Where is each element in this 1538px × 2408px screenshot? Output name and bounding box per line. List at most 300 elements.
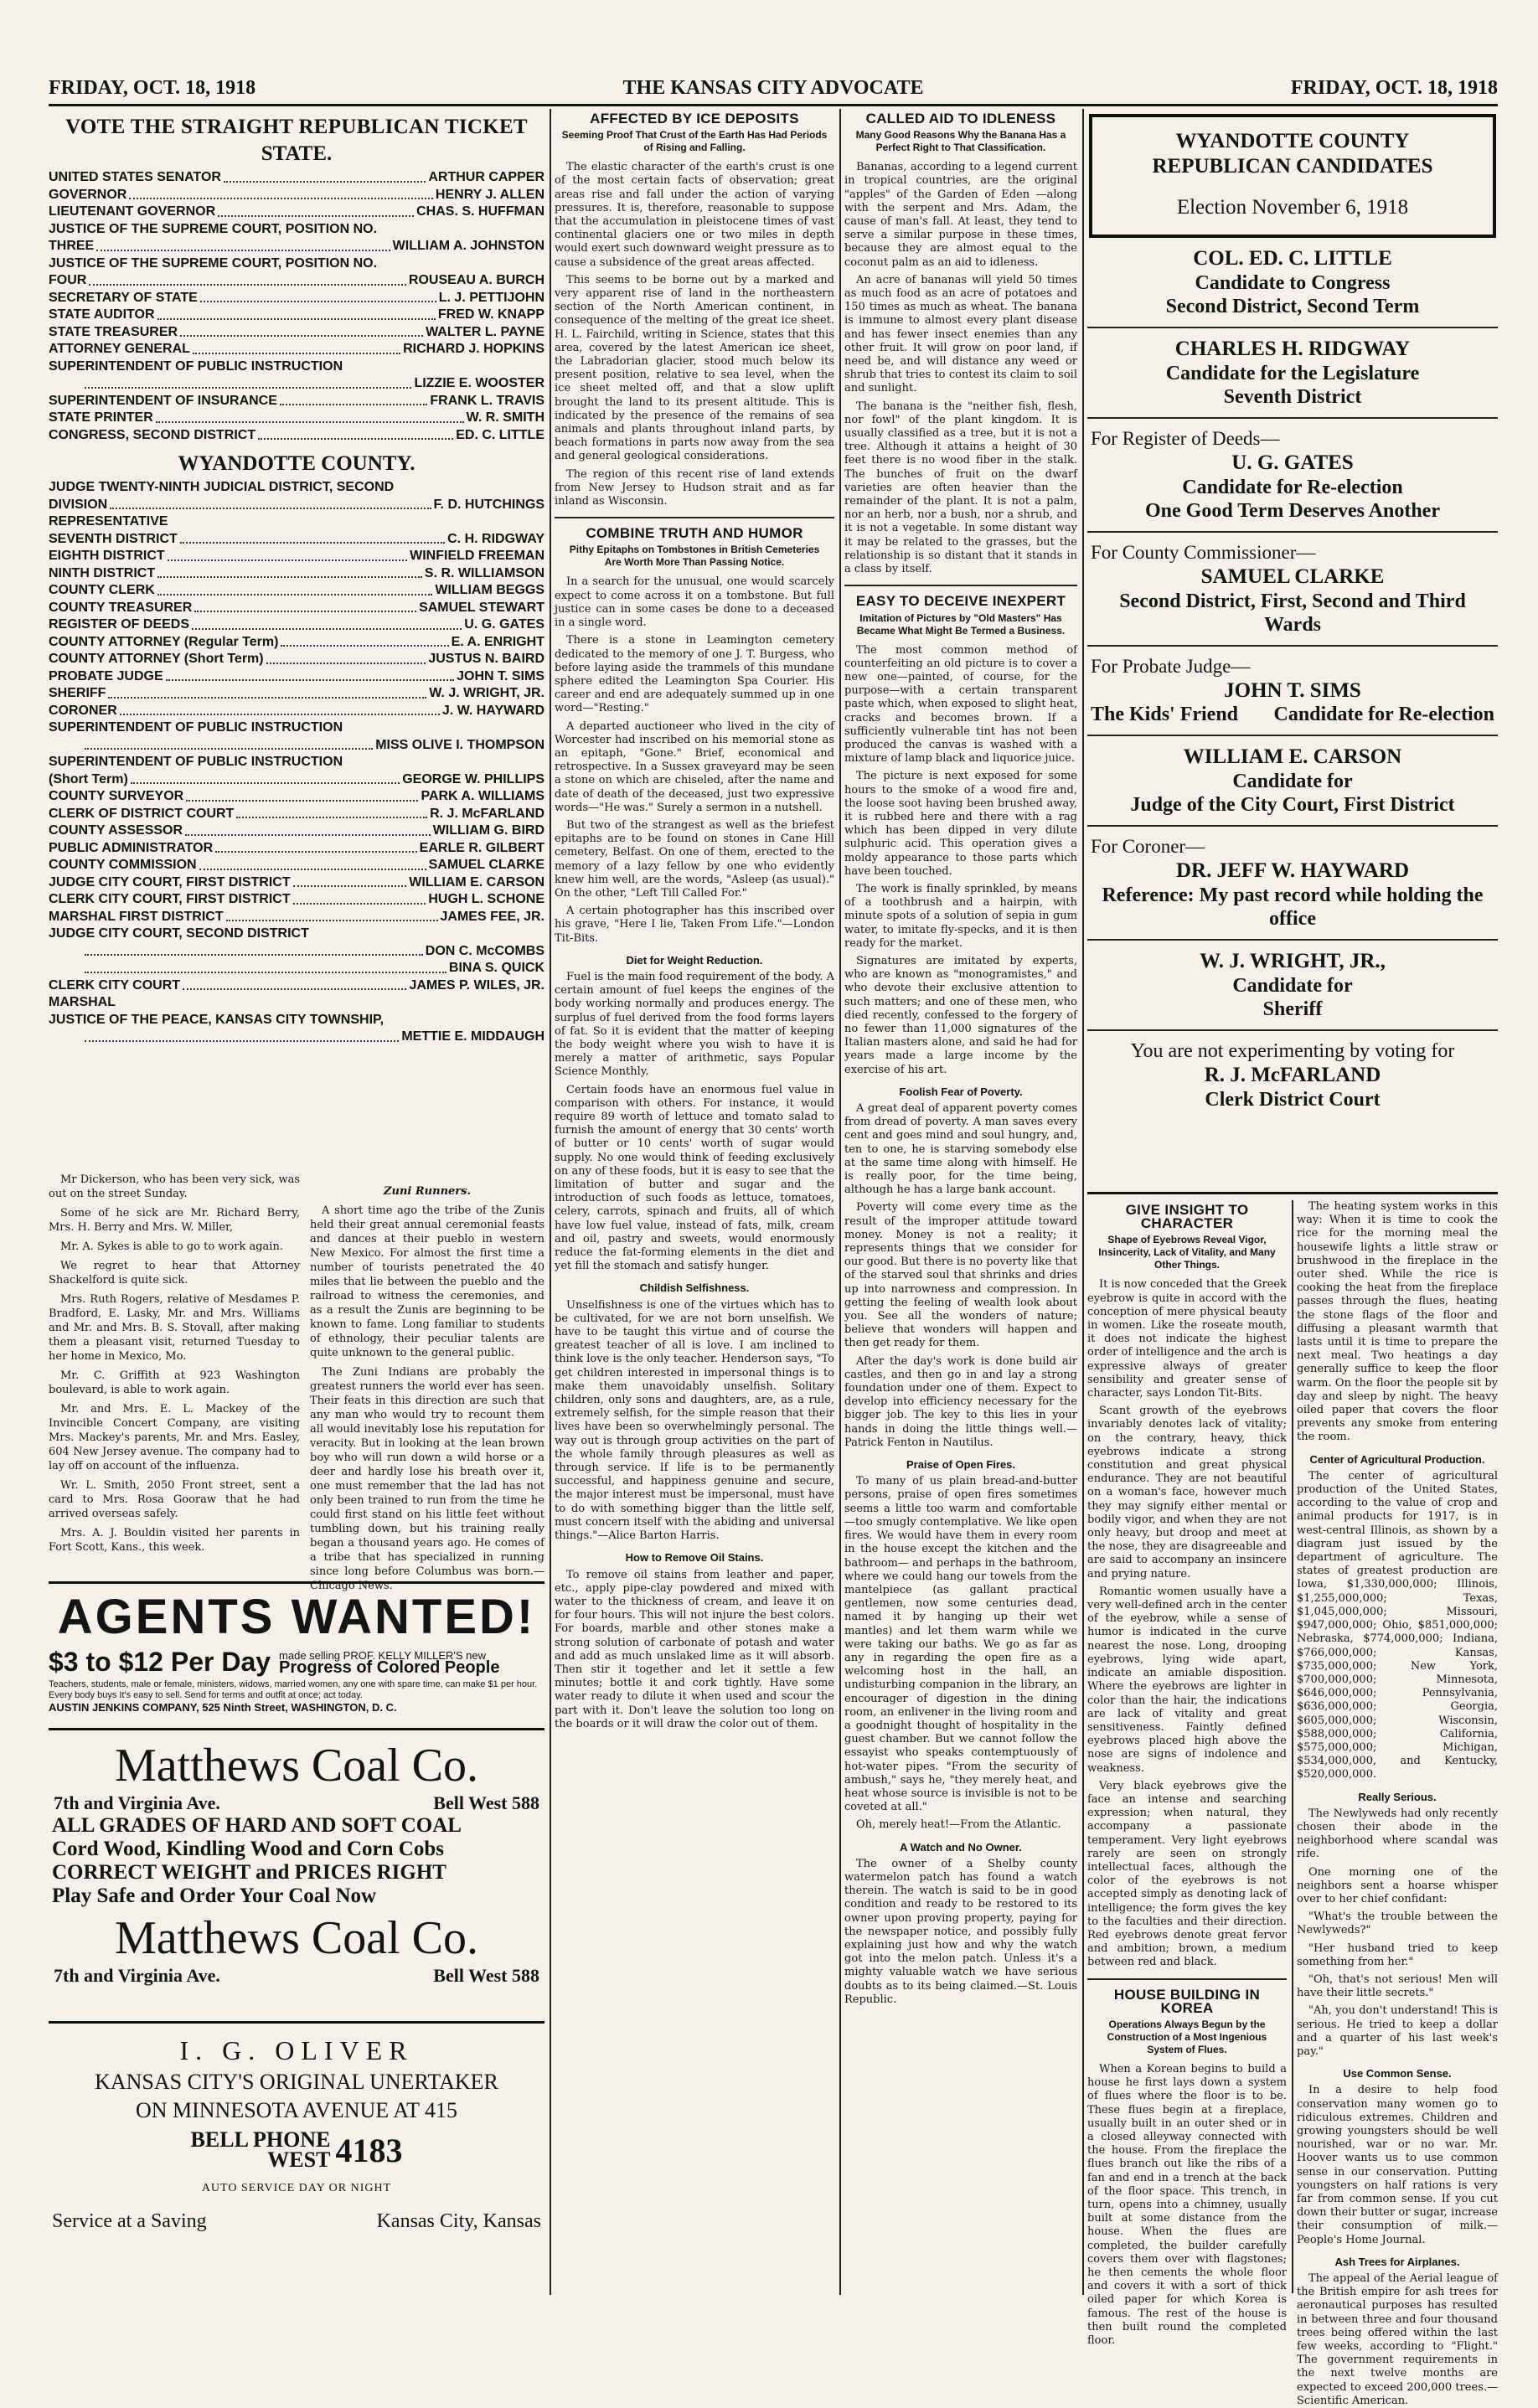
paragraph: The Newlyweds had only recently chosen their abode in the neighborhood where scandal was rife.: [1297, 1807, 1498, 1861]
article-agri: [1297, 1453, 1498, 1782]
article-title: COMBINE TRUTH AND HUMOR: [586, 525, 803, 542]
phone-number: 4183: [335, 2131, 403, 2169]
candidate-name: BINA S. QUICK: [448, 961, 544, 975]
candidate-name: F. D. HUTCHINGS: [433, 497, 544, 512]
candidate-line: Reference: My past record while holding the office: [1102, 884, 1484, 930]
leader-dots: [108, 685, 426, 699]
column-5: [1087, 1200, 1287, 2348]
paragraph: When a Korean begins to build a house he first lays down a system of flues where the floor is to be. These flues begin at a fireplace, usually built in an outer shed or in a closed alleyway connected with the house. From the fireplace the flues branch out like the ribs of a fan and end in a trench at the back of the floor space. This trench, in turn, opens into a chimney, usually built at some distance from the house. When the flues are completed, the builder carefully covers them over with flagstones; he then cements the whole floor and covers it with a sort of thick oiled paper for which Korea is famous. The rest of the house is then built round the completed floor.: [1087, 2062, 1287, 2348]
office-label: JUSTICE OF THE SUPREME COURT, POSITION NO.: [49, 221, 378, 236]
article-title: Ash Trees for Airplanes.: [1334, 2255, 1460, 2268]
candidate-name: W. R. SMITH: [466, 410, 544, 425]
ticket-row: [49, 513, 544, 531]
coal-company-name: Matthews Coal Co.: [115, 1740, 478, 1792]
office-label: [49, 375, 82, 393]
footer-left: Service at a Saving: [52, 2210, 207, 2232]
office-label: SHERIFF: [49, 686, 106, 700]
column-2: [555, 109, 834, 2295]
ticket-row: [49, 771, 544, 789]
candidate-mcfarland: [1087, 1031, 1498, 1120]
leader-dots: [180, 324, 423, 338]
office-label: GOVERNOR: [49, 187, 127, 202]
article-idle: [844, 112, 1077, 576]
candidate-name: WALTER L. PAYNE: [426, 324, 544, 339]
paragraph: A great deal of apparent poverty comes from dread of poverty. A man saves every cent and goes mind and soul hungry, and, ten to one, he is starving somebody else at the same time along with himself. He is really poor, for the time being, although he has a large bank account.: [844, 1102, 1077, 1197]
candidate-name: SAMUEL STEWART: [419, 600, 544, 615]
news-item: Mrs. A. J. Bouldin visited her parents in Fort Scott, Kans., this week.: [49, 1527, 300, 1554]
paragraph: Scant growth of the eyebrows invariably denotes lack of vitality; on the contrary, heavy, thick eyebrows indicate a strong constitution and great physical endurance. They are not beautiful on a woman's face, however much they may signify either mental or bodily vigor, and when they are not only heavy, but droop and meet at the nose, they are disagreeable and are said to accompany an insincere and prying nature.: [1087, 1405, 1287, 1580]
candidate-name: WILLIAM E. CARSON: [1183, 745, 1402, 768]
paragraph: "Oh, that's not serious! Men will have their little secrets.": [1297, 1972, 1498, 2000]
candidate-carson: [1087, 736, 1498, 827]
candidate-name: W. J. WRIGHT, JR.,: [1200, 950, 1386, 972]
candidate-name: U. G. GATES: [1231, 451, 1354, 474]
candidate-name: PARK A. WILLIAMS: [421, 789, 544, 803]
candidate-line: Candidate for: [1232, 771, 1353, 792]
county-offices: [49, 479, 544, 1046]
article-deck: Operations Always Begun by the Construction of a Most Ingenious System of Flues.: [1107, 2018, 1267, 2055]
ticket-row: [49, 616, 544, 634]
article-title: Childish Selfishness.: [639, 1281, 750, 1295]
leader-dots: [180, 531, 445, 544]
office-label: COUNTY CLERK: [49, 583, 155, 597]
paragraph: Oh, merely heat!—From the Atlantic.: [856, 1818, 1061, 1832]
news-item: Some of he sick are Mr. Richard Berry, Mrs. H. Berry and Mrs. W. Miller,: [49, 1207, 300, 1234]
candidate-line: Seventh District: [1223, 386, 1362, 408]
candidate-name: J. W. HAYWARD: [441, 703, 544, 718]
candidate-name: FRANK L. TRAVIS: [430, 393, 544, 408]
leader-dots: [85, 960, 446, 973]
candidate-name: R. J. McFARLAND: [1204, 1064, 1381, 1086]
ticket-row: [49, 531, 544, 549]
paragraph: An acre of bananas will yield 50 times as much food as an acre of potatoes and 150 times as much as wheat. The banana is immune to almost every plant disease and has fewer insect enemies than any other fruit. It will grow on poor land, if need be, and will distance any weed or shrub that tries to contest its claim to soil and sunlight.: [844, 273, 1077, 395]
box-title: REPUBLICAN CANDIDATES: [1152, 155, 1433, 178]
candidate-name: HENRY J. ALLEN: [435, 187, 544, 202]
paragraph: The appeal of the Aerial league of the British empire for ash trees for aeronautical purposes has resulted in between three and four thousand trees being offered within the last few weeks, according to "Flight." The government requirements in the next twelve months are expected to exceed 200,000 trees.—Scientific American.: [1297, 2272, 1498, 2407]
office-label: COUNTY ASSESSOR: [49, 823, 183, 838]
article-rule: [1087, 1978, 1287, 1980]
paragraph: To many of us plain bread-and-butter persons, praise of open fires sometimes seems a little too warm and comfortable—too smugly contemplative. We like open fires. We would have them in every room in the house except the kitchen and the bathroom— and perhaps in the bathroom, where we could hang our towels from the mantelpiece (as gallant practical gentlemen, now some centuries dead, named it by hanging up their wet mantles) and let them warm while we were taking our baths. We go as far as any in regarding the open fire as a welcoming host in the hall, an undisturbing companion in the library, an encourager of digestion in the dining room, an enlivener in the living room and a goodnight thought of hospitality in the guest chamber. But we cannot follow the essayist who speaks contemptuously of hot-water pipes. "From the security of ambush," says he, "they merely heat, and heat whose source is invisible is not to be coveted at all.": [844, 1475, 1077, 1814]
leader-dots: [218, 204, 414, 217]
ticket-row: [49, 393, 544, 410]
candidate-name: CHAS. S. HUFFMAN: [416, 204, 544, 219]
column-rule: [550, 109, 551, 2295]
paragraph: In a desire to help food conservation many women go to ridiculous extremes. Children and growing youngsters should be well nourished, war or no war. Mr. Hoover wants us to use common sense in our conservation. Putting youngsters on half rations is very far from common sense. If you cut down their butter or sugar, increase their consumption of milk.—People's Home Journal.: [1297, 2084, 1498, 2246]
ad-small-print: Teachers, students, male or female, ministers, widows, married women, any one with spare time, can make $1 per hour. Every body buys It's easy to sell. Send for terms and outfit at once; act today.: [49, 1679, 538, 1700]
coal-address: 7th and Virginia Ave.: [54, 1792, 220, 1813]
office-label: DIVISION: [49, 497, 108, 512]
candidate-name: RICHARD J. HOPKINS: [403, 342, 544, 356]
leader-dots: [281, 634, 448, 647]
coal-line: CORRECT WEIGHT and PRICES RIGHT: [52, 1861, 446, 1884]
candidate-line: You are not experimenting by voting for: [1130, 1040, 1455, 1062]
candidate-name: WILLIAM BEGGS: [435, 583, 544, 597]
candidate-name: CHARLES H. RIDGWAY: [1174, 338, 1411, 360]
candidate-hayward: [1087, 827, 1498, 941]
news-item: Mr. A. Sykes is able to go to work again.: [60, 1240, 283, 1253]
ticket-row: [49, 169, 544, 187]
paragraph: The most common method of counterfeiting an old picture is to cover a new one—painted, of course, for the purpose—with a certain transparent paste which, when exposed to slight heat, cracks and becomes brown. If a sufficiently vulnerable tint has not been produced the canvas is washed with a mixture of lamp black and liquorice juice.: [844, 643, 1077, 766]
article-title: Really Serious.: [1358, 1790, 1437, 1803]
news-item: We regret to hear that Attorney Shackelford is quite sick.: [49, 1260, 300, 1287]
ticket-row: [49, 857, 544, 874]
candidate-name: R. J. McFARLAND: [430, 806, 544, 821]
section-rule: [1087, 1192, 1498, 1194]
ticket-row: [49, 685, 544, 703]
candidate-line: One Good Term Deserves Another: [1145, 500, 1440, 522]
leader-dots: [85, 943, 423, 956]
article-rule: [555, 517, 834, 518]
paragraph: Very black eyebrows give the face an intense and searching expression; when natural, they accompany a passionate temperament. Very light eyebrows rarely are seen on strongly intellectual faces, although the color of the eyebrows is not accepted simply as denoting lack of intelligence; the form gives the key to the faculties and their direction. Red eyebrows denote great fervor and ambition; brown, a medium between red and black.: [1087, 1779, 1287, 1969]
office-label: CLERK CITY COURT: [49, 977, 181, 993]
candidate-clarke: [1087, 533, 1498, 647]
paragraph: Certain foods have an enormous fuel value in comparison with others. For instance, it would require 89 worth of lettuce and tomato salad to furnish the amount of energy that 30 cents' worth of butter or 10 cents' worth of sugar would supply. No one would think of feeding exclusively on any of these foods, but it is easy to see that the limitation of butter and sugar and the introduction of such foods as lettuce, tomatoes, celery, carrots, spinach and fruits, all of which have low fuel value, instead of fats, milk, cream and oil, pastry and sweets, would enormously reduce the fat-forming elements in the diet and yet fill the stomach and satisfy hunger.: [555, 1083, 834, 1273]
candidate-name: COL. ED. C. LITTLE: [1193, 247, 1392, 270]
article-sense: [1297, 2067, 1498, 2247]
ticket-row: [49, 891, 544, 909]
paragraph: The picture is next exposed for some hours to the smoke of a wood fire and, the loose soot having been brushed away, it is rubbed here and there with a rag which has been dipped in very dilute sulphuric acid. This operation gives a moldy appearance to those parts which have been touched.: [844, 770, 1077, 878]
ticket-row: [49, 307, 544, 324]
candidate-line: The Kids' Friend: [1091, 704, 1239, 725]
ticket-row: [49, 221, 544, 239]
article-ice: [555, 112, 834, 508]
candidate-name: JUSTUS N. BAIRD: [428, 652, 544, 666]
candidate-name: DR. JEFF W. HAYWARD: [1175, 859, 1410, 882]
office-label: COUNTY TREASURER: [49, 600, 193, 615]
office-label: STATE TREASURER: [49, 324, 178, 339]
ticket-row: [49, 1029, 544, 1046]
column-6: [1297, 1200, 1498, 2407]
article-rule: [844, 585, 1077, 586]
leader-dots: [200, 290, 436, 303]
coal-line: Play Safe and Order Your Coal Now: [52, 1885, 377, 1907]
article-korea: [1087, 1988, 1287, 2349]
paragraph: The region of this recent rise of land extends from New Jersey to Hudson strait and as far inland as Wisconsin.: [555, 467, 834, 508]
ad-address: AUSTIN JENKINS COMPANY, 525 Ninth Street, WASHINGTON, D. C.: [49, 1701, 397, 1714]
leader-dots: [293, 874, 407, 888]
office-label: CORONER: [49, 703, 117, 718]
article-title: Diet for Weight Reduction.: [626, 953, 763, 967]
candidate-name: ARTHUR CAPPER: [428, 170, 544, 184]
paragraph: After the day's work is done build air castles, and then go in and lay a strong foundation under one of them. Expect to develop into efficiency necessary for the bigger job. The key to this lies in your hands in doing the little things well.—Patrick Fenton in Nautilus.: [844, 1354, 1077, 1449]
ticket-row: [49, 754, 544, 771]
newspaper-title: THE KANSAS CITY ADVOCATE: [622, 77, 924, 99]
paragraph: The heating system works in this way: When it is time to cook the rice for the morning meal the housewife lights a little straw or brushwood in the fireplace in the outer shed. While the rice is cooking the heat from the fireplace passes through the flues, heating the stone flags of the floor and diffusing a pleasant warmth that lasts until it is time to prepare the next meal. Two heatings a day generally suffice to keep the floor warm. On the floor the people sit by day and sleep by night. The heavy oiled paper that covers the floor prevents any smoke from entering the room.: [1297, 1200, 1498, 1444]
article-character: [1087, 1204, 1287, 1970]
coal-line: ALL GRADES OF HARD AND SOFT COAL: [52, 1814, 462, 1837]
article-title: How to Remove Oil Stains.: [625, 1551, 764, 1565]
candidate-name: METTIE E. MIDDAUGH: [401, 1029, 544, 1044]
ticket-row: [49, 994, 544, 1012]
ticket-row: [49, 926, 544, 943]
agents-wanted-ad: [49, 1581, 544, 1725]
article-title: CALLED AID TO IDLENESS: [865, 111, 1056, 126]
masthead: [49, 74, 1498, 106]
date-right: FRIDAY, OCT. 18, 1918: [1290, 77, 1498, 99]
column-rule: [1292, 1200, 1293, 2293]
candidate-name: JAMES FEE, JR.: [440, 909, 544, 924]
article-humor: [555, 527, 834, 945]
candidate-sims: [1087, 647, 1498, 736]
paragraph: To remove oil stains from leather and paper, etc., apply pipe-clay powdered and mixed with water to the thickness of cream, and leave it on for four hours. This will not injure the best colors. For boards, marble and other stones make a strong solution of carbonate of potash and water and add as much unslaked lime as it will absorb. Then stir it together and let it settle a few minutes; bottle it and cork tightly. Have some water ready to dilute it when used and scour the part with it. Don't leave the solution too long on the boards or it will draw the color out of them.: [555, 1568, 834, 1730]
paragraph: A short time ago the tribe of the Zunis held their great annual ceremonial feasts and dances at their pueblo in western New Mexico. For almost the first time a number of tourists penetrated the 40 miles that lie between the pueblo and the railroad to witness the ceremonies, and as a result the Zunis are beginning to be known to fame. Long familiar to students of ethnology, their peculiar talents are quite unknown to the general public.: [310, 1204, 544, 1359]
leader-dots: [183, 977, 406, 991]
candidate-name: SAMUEL CLARKE: [428, 858, 544, 872]
column-rule: [1082, 109, 1084, 2295]
candidate-name: HUGH L. SCHONE: [428, 892, 544, 906]
leader-dots: [226, 909, 438, 922]
candidate-line: Candidate for: [1232, 975, 1353, 997]
leader-dots: [129, 187, 433, 200]
candidate-wright: [1087, 941, 1498, 1031]
paragraph: Bananas, according to a legend current in tropical countries, are the original "apples" of the Garden of Eden —along with the serpent and Mrs. Adam, the cause of man's fall. At least, they tend to serve a similar purpose in these times, because they are almost equal to the coconut palm as an aid to idleness.: [844, 161, 1077, 269]
paragraph: This seems to be borne out by a marked and very apparent rise of land in the northeastern section of the North American continent, in consequence of the melting of the great ice sheet. H. L. Fairchild, writing in Science, states that this area, covered by the latest American ice sheet, the Labradorian glacier, stood much below its present position, relative to sea level, when the ice sheet melted off, and that a slow uplift brought the land to its present altitude. This is indicated by the presence of the remains of sea animals and plants throughout inland parts, by beach formations in parts now away from the sea and general geological considerations.: [555, 273, 834, 463]
office-label: (Short Term): [49, 771, 128, 786]
paragraph: But two of the strangest as well as the briefest epitaphs are to be found on stones in Cane Hill cemetery, Belfast. On one of them, erected to the memory of a lazy fellow by one who evidently knew him well, are the words, "Asleep (as usual)." On the other, "Left Till Called For.": [555, 818, 834, 900]
paragraph: The work is finally sprinkled, by means of a toothbrush and a hairpin, with minute spots of a solution of sepia in gum water, to imitate fly-specks, and it is then ready for the market.: [844, 882, 1077, 950]
candidate-name: W. J. WRIGHT, JR.: [429, 686, 544, 700]
office-label: STATE AUDITOR: [49, 307, 155, 322]
leader-dots: [192, 616, 462, 630]
office-label: PROBATE JUDGE: [49, 668, 163, 683]
article-title: GIVE INSIGHT TO CHARACTER: [1125, 1202, 1249, 1232]
office-label: JUDGE TWENTY-NINTH JUDICIAL DISTRICT, SECOND: [49, 480, 395, 494]
office-label: [49, 943, 82, 961]
undertaker-ad: [49, 2021, 544, 2292]
ticket-row: [49, 703, 544, 720]
leader-dots: [157, 307, 436, 320]
paragraph: "Ah, you don't understand! This is serious. He tried to keep a dollar and a quarter of his last week's pay.": [1297, 2004, 1498, 2058]
county-heading: WYANDOTTE COUNTY.: [178, 452, 415, 475]
candidate-gates: [1087, 419, 1498, 533]
office-label: SEVENTH DISTRICT: [49, 531, 178, 546]
office-label: STATE PRINTER: [49, 410, 153, 425]
ticket-row: [49, 497, 544, 514]
ticket-row: [49, 548, 544, 565]
candidate-office: For Probate Judge—: [1091, 656, 1251, 677]
office-label: LIEUTENANT GOVERNOR: [49, 204, 216, 219]
office-label: CLERK OF DISTRICT COURT: [49, 806, 235, 821]
office-label: JUDGE CITY COURT, FIRST DISTRICT: [49, 874, 291, 889]
ticket-row: [49, 272, 544, 290]
office-label: JUDGE CITY COURT, SECOND DISTRICT: [49, 926, 309, 941]
newspaper-page: [49, 74, 1498, 2407]
leader-dots: [186, 788, 418, 802]
ticket-row: [49, 582, 544, 600]
article-deck: Shape of Eyebrows Reveal Vigor, Insincerity, Lack of Vitality, and Many Other Things.: [1098, 1234, 1276, 1271]
ticket-row: [49, 479, 544, 497]
candidate-name: SAMUEL CLARKE: [1200, 565, 1385, 588]
paragraph: The elastic character of the earth's crust is one of the most certain facts of observation; great areas rise and fall under the action of varying pressures. It is, therefore, reasonable to suppose that the accumulation in pleistocene times of vast continental glaciers one or two miles in depth would exert such downward weight pressure as to cause a subsidence of the great areas affected.: [555, 161, 834, 269]
ticket-row: [49, 719, 544, 737]
office-label: ATTORNEY GENERAL: [49, 342, 190, 356]
candidate-line: Candidate to Congress: [1195, 272, 1391, 294]
leader-dots: [199, 857, 426, 870]
leader-dots: [258, 427, 453, 441]
office-label: SUPERINTENDENT OF PUBLIC INSTRUCTION: [49, 720, 343, 735]
undertaker-name: I. G. OLIVER: [179, 2035, 414, 2065]
news-item: Wr. L. Smith, 2050 Front street, sent a card to Mrs. Rosa Gooraw that he had arrived overseas safely.: [49, 1479, 300, 1520]
paragraph: The banana is the "neither fish, flesh, nor fowl" of the plant kingdom. It is usually classified as a tree, but it is not a tree. Although it attains a height of 30 feet there is no wood fiber in the stalk. The bunches of fruit on the dwarf varieties are often heavier than the remainder of the plant. It is not a palm, nor an herb, nor a bush, nor a shrub, and it is not a vegetable. In some distant way it may be related to the grasses, but the relationship is so distant that it stands in a class by itself.: [844, 400, 1077, 576]
candidate-office: For Coroner—: [1091, 836, 1205, 857]
candidate-office: For Register of Deeds—: [1091, 428, 1280, 449]
date-left: FRIDAY, OCT. 18, 1918: [49, 77, 256, 99]
ticket-row: [49, 668, 544, 686]
candidate-name: GEORGE W. PHILLIPS: [402, 771, 544, 786]
ticket-row: [49, 806, 544, 823]
zuni-article: [310, 1173, 544, 1592]
coal-address: 7th and Virginia Ave.: [54, 1965, 220, 1986]
leader-dots: [85, 737, 373, 750]
article-fires: [844, 1458, 1077, 1832]
election-date: Election November 6, 1918: [1176, 196, 1409, 219]
paragraph: Poverty will come every time as the result of the improper attitude toward money. Money is not a reality; it represents things that we consider for our good. But there is no poverty like that of the starved soul that shrinks and dries up into narrowness and compression. In getting the feeling of wealth look about you. See all the wonders of nature; believe that wonders will happen and then get ready for them.: [844, 1201, 1077, 1350]
phone-label: BELL PHONE: [190, 2127, 331, 2152]
office-label: EIGHTH DISTRICT: [49, 549, 165, 563]
leader-dots: [85, 1029, 399, 1042]
leader-dots: [96, 238, 390, 251]
article-diet: [555, 954, 834, 1274]
leader-dots: [236, 806, 427, 819]
article-title: Center of Agricultural Production.: [1309, 1452, 1485, 1466]
ad-made: made selling PROF. KELLY MILLER'S new: [279, 1649, 486, 1662]
ad-pay: $3 to $12 Per Day: [49, 1647, 271, 1677]
office-label: SECRETARY OF STATE: [49, 290, 198, 305]
office-label: CLERK CITY COURT, FIRST DISTRICT: [49, 892, 291, 906]
phone-west: WEST: [267, 2148, 331, 2172]
candidate-little: [1087, 238, 1498, 328]
article-deck: Pithy Epitaphs on Tombstones in British Cemeteries Are Worth More Than Passing Notice.: [569, 544, 820, 569]
ticket-row: [49, 375, 544, 393]
candidate-name: DON C. McCOMBS: [425, 943, 544, 958]
candidates-header-box: [1089, 114, 1496, 238]
ticket-row: [49, 204, 544, 221]
office-label: MARSHAL FIRST DISTRICT: [49, 909, 224, 924]
ticket-row: [49, 874, 544, 892]
office-label: UNITED STATES SENATOR: [49, 170, 221, 184]
office-label: MARSHAL: [49, 995, 116, 1009]
candidate-name: U. G. GATES: [464, 617, 544, 632]
leader-dots: [293, 891, 426, 905]
article-deck: Imitation of Pictures by "Old Masters" Has Became What Might Be Termed a Business.: [856, 611, 1066, 637]
leader-dots: [168, 548, 407, 561]
candidate-line: Clerk District Court: [1205, 1089, 1381, 1111]
paragraph: The center of agricultural production of the United States, according to the value of crop and animal products for 1917, is in west-central Illinois, as shown by a diagram just issued by the department of agriculture. The states of greatest production are Iowa, $1,330,000,000; Illinois, $1,255,000,000; Texas, $1,045,000,000; Missouri, $947,000,000; Ohio, $851,000,000; Nebraska, $774,000,000; Indiana, $766,000,000; Kansas, $735,000,000; New York, $700,000,000; Minnesota, $646,000,000; Pennsylvania, $636,000,000; Georgia, $605,000,000; Wisconsin, $588,000,000; California, $575,000,000; Michigan, $534,000,000, and Kentucky, $520,000,000.: [1297, 1469, 1498, 1782]
paragraph: Unselfishness is one of the virtues which has to be cultivated, for we are not born unselfish. We have to be taught this virtue and of course the greatest teacher of all is love. I am inclined to think love is the only teacher. Henderson says, "To get children interested in impersonal things is to make them unavoidably unselfish. Solitary children, only sons and daughters, are, as a rule, extremely selfish, for the simple reason that their lives have been so overwhelmingly personal. The way out is through group activities on the part of the whole family through pleasures as well as through service. If life is to be permanently successful, and happiness genuine and secure, the major interest must be impersonal, must have to do with something bigger than the little self, must concern itself with the abiding and universal things."—Alice Barton Harris.: [555, 1298, 834, 1543]
candidate-line: Candidate for the Legislature: [1165, 363, 1420, 384]
office-label: PUBLIC ADMINISTRATOR: [49, 840, 214, 855]
ticket-row: [49, 840, 544, 858]
office-label: COUNTY COMMISSION: [49, 858, 197, 872]
candidate-name: WILLIAM G. BIRD: [432, 823, 544, 838]
office-label: [49, 737, 82, 755]
ticket-row: [49, 822, 544, 840]
candidates-panel: [1087, 109, 1498, 1189]
candidate-name: L. J. PETTIJOHN: [438, 290, 544, 305]
office-label: NINTH DISTRICT: [49, 565, 156, 580]
candidate-line: Judge of the City Court, First District: [1130, 794, 1455, 816]
office-label: COUNTY ATTORNEY (Regular Term): [49, 634, 279, 649]
candidate-name: WILLIAM E. CARSON: [409, 874, 544, 889]
news-item: Mr Dickerson, who has been very sick, was out on the street Sunday.: [49, 1173, 300, 1200]
leader-dots: [280, 393, 428, 406]
coal-phone: Bell West 588: [433, 1792, 539, 1813]
column-3: [844, 109, 1077, 2295]
candidate-name: EARLE R. GILBERT: [419, 840, 544, 855]
leader-dots: [157, 565, 422, 579]
article-title: EASY TO DECEIVE INEXPERT: [855, 593, 1066, 610]
candidate-name: FRED W. KNAPP: [437, 307, 544, 322]
candidate-line: Second District, First, Second and Third Wards: [1119, 590, 1466, 636]
candidate-name: E. A. ENRIGHT: [451, 634, 544, 649]
ticket-row: [49, 324, 544, 342]
ticket-row: [49, 410, 544, 427]
column-rule: [839, 109, 841, 2295]
paragraph: Romantic women usually have a very well-defined arch in the center of the eyebrow, while a sense of humor is indicated in the curve nearest the nose. Long, drooping eyebrows, lying wide apart, indicate an amiable disposition. Where the eyebrows are lighter in color than the hair, the indications are lack of vitality and great sensitiveness. Faintly defined eyebrows placed high above the nose are signs of indolence and weakness.: [1087, 1585, 1287, 1775]
candidate-line: Second District, Second Term: [1165, 296, 1420, 317]
office-label: [49, 960, 82, 977]
candidate-ridgway: [1087, 328, 1498, 419]
ticket-row: [49, 358, 544, 376]
news-item: Mr. C. Griffith at 923 Washington boulevard, is able to work again.: [49, 1369, 300, 1396]
state-heading: STATE.: [261, 142, 333, 165]
article-deck: Seeming Proof That Crust of the Earth Has Had Periods of Rising and Falling.: [561, 129, 828, 154]
leader-dots: [193, 341, 400, 354]
article-watch: [844, 1841, 1077, 2007]
auto-service: AUTO SERVICE DAY OR NIGHT: [201, 2182, 392, 2194]
article-title: Zuni Runners.: [384, 1185, 471, 1198]
candidate-name: ED. C. LITTLE: [456, 427, 544, 442]
article-poverty: [844, 1085, 1077, 1450]
box-title: WYANDOTTE COUNTY: [1175, 130, 1410, 152]
candidate-name: WILLIAM A. JOHNSTON: [392, 239, 544, 253]
ticket-row: [49, 187, 544, 204]
leader-dots: [157, 582, 433, 596]
ticket-row: [49, 788, 544, 806]
paragraph: It is now conceded that the Greek eyebrow is quite in accord with the conception of mere physical beauty in women. Like the roseate mouth, it does not indicate the highest order of intelligence and the arch is expressive always of greater sensibility and greater sense of character, says London Tit-Bits.: [1087, 1278, 1287, 1400]
office-label: SUPERINTENDENT OF INSURANCE: [49, 393, 277, 408]
leader-dots: [194, 600, 416, 613]
undertaker-line: ON MINNESOTA AVENUE AT 415: [135, 2098, 458, 2122]
local-news: [49, 1173, 300, 1575]
office-label: THREE: [49, 239, 95, 253]
ticket-row: [49, 634, 544, 652]
ticket-heading: VOTE THE STRAIGHT REPUBLICAN TICKET: [65, 116, 528, 138]
paragraph: One morning one of the neighbors sent a hoarse whisper over to her chief confidant:: [1297, 1865, 1498, 1905]
article-title: Use Common Sense.: [1343, 2067, 1452, 2081]
candidate-name: JAMES P. WILES, JR.: [409, 977, 544, 993]
candidate-name: JOHN T. SIMS: [1224, 679, 1361, 702]
candidate-name: WINFIELD FREEMAN: [410, 549, 544, 563]
republican-ticket: [49, 109, 544, 1168]
news-item: Mrs. Ruth Rogers, relative of Mesdames P. Bradford, E. Lasky, Mr. and Mrs. Williams and Mr. and Mrs. B. S. Stovall, after making them a pleasant visit, returned Tuesday to her home in Mexico, Mo.: [49, 1293, 300, 1363]
article-deceive: [844, 595, 1077, 1077]
ad-headline: AGENTS WANTED!: [57, 1590, 536, 1644]
ticket-row: [49, 238, 544, 255]
leader-dots: [131, 771, 400, 785]
article-title: Praise of Open Fires.: [906, 1458, 1016, 1472]
leader-dots: [215, 840, 417, 853]
office-label: FOUR: [49, 273, 87, 287]
article-deck: Many Good Reasons Why the Banana Has a Perfect Right to That Classification.: [855, 129, 1066, 154]
paragraph: A departed auctioneer who lived in the city of Worcester had inscribed on his memorial stone as an epitaph, "Gone." Brief, economical and retrospective. In a Sussex graveyard may be seen a stone on which are chiseled, after the name and date of death of the deceased, just two expressive words—"He was." Surely a sermon in a nutshell.: [555, 719, 834, 814]
ticket-row: [49, 651, 544, 668]
candidate-line: Candidate for Re-election: [1182, 477, 1403, 498]
ticket-row: [49, 600, 544, 617]
article-title: AFFECTED BY ICE DEPOSITS: [590, 111, 799, 126]
article-title: A Watch and No Owner.: [900, 1840, 1022, 1854]
paragraph: "What's the trouble between the Newlyweds?": [1297, 1910, 1498, 1937]
